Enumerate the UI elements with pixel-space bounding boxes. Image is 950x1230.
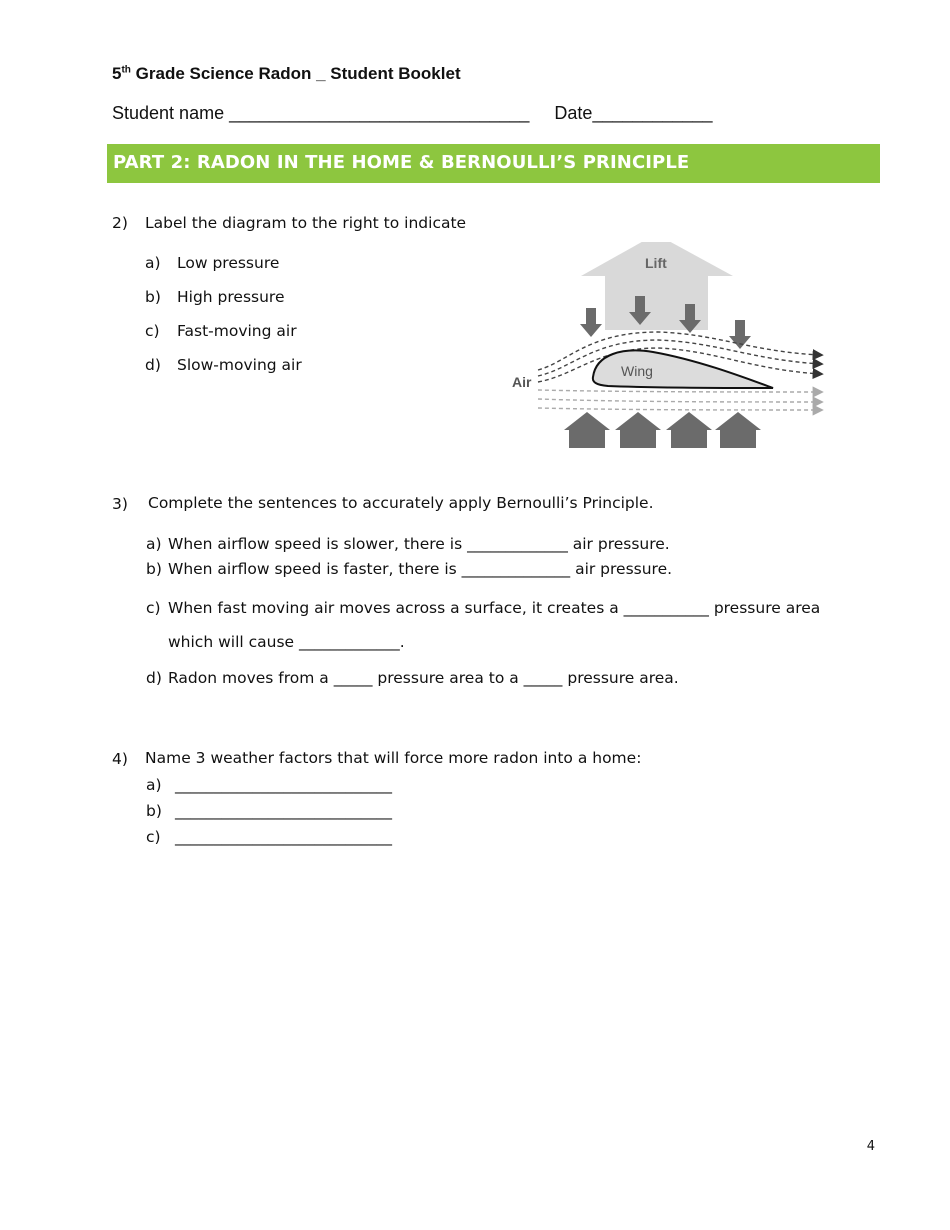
- down-arrow-icon: [729, 320, 751, 349]
- fill-in-sentence[interactable]: When fast moving air moves across a surface, it creates a ___________ pressure area: [168, 599, 821, 617]
- down-arrow-icon: [580, 308, 602, 337]
- question-prompt: Name 3 weather factors that will force more radon into a home:: [145, 749, 642, 767]
- wing-label: Wing: [621, 363, 653, 379]
- item-letter: a): [145, 254, 161, 272]
- question-number: 4): [112, 750, 128, 768]
- upward-arrows: [564, 412, 761, 448]
- item-letter: b): [146, 802, 162, 820]
- answer-blank[interactable]: ____________________________: [175, 802, 392, 820]
- item-text: Fast-moving air: [177, 322, 297, 340]
- item-letter: c): [146, 599, 161, 617]
- answer-blank[interactable]: ____________________________: [175, 828, 392, 846]
- item-text: Slow-moving air: [177, 356, 302, 374]
- up-arrow-icon: [666, 412, 712, 448]
- up-arrow-icon: [615, 412, 661, 448]
- lift-label: Lift: [645, 255, 667, 271]
- wing-shape: [593, 350, 773, 388]
- section-banner: [107, 144, 880, 183]
- date-field[interactable]: Date____________: [554, 103, 713, 123]
- item-letter: c): [145, 322, 160, 340]
- up-arrow-icon: [564, 412, 610, 448]
- answer-blank[interactable]: ____________________________: [175, 776, 392, 794]
- item-letter: d): [145, 356, 161, 374]
- fill-in-sentence[interactable]: When airflow speed is slower, there is _____________ air pressure.: [168, 535, 670, 553]
- item-letter: c): [146, 828, 161, 846]
- item-letter: a): [146, 535, 162, 553]
- booklet-title: 5th Grade Science Radon _ Student Booklet: [112, 64, 461, 83]
- up-arrow-icon: [715, 412, 761, 448]
- question-prompt: Complete the sentences to accurately apply Bernoulli’s Principle.: [148, 494, 654, 512]
- item-letter: a): [146, 776, 162, 794]
- fill-in-sentence[interactable]: When airflow speed is faster, there is ______________ air pressure.: [168, 560, 673, 578]
- item-text: High pressure: [177, 288, 285, 306]
- item-letter: b): [146, 560, 162, 578]
- item-text: Low pressure: [177, 254, 280, 272]
- fill-in-sentence[interactable]: Radon moves from a _____ pressure area to a _____ pressure area.: [168, 669, 679, 687]
- page-number: 4: [866, 1139, 875, 1154]
- student-name-line: [112, 103, 713, 124]
- item-letter: d): [146, 669, 162, 687]
- question-number: 3): [112, 495, 128, 513]
- student-name-field[interactable]: Student name ______________________________: [112, 103, 530, 123]
- question-number: 2): [112, 214, 128, 232]
- fill-in-sentence-continued[interactable]: which will cause _____________.: [168, 633, 405, 651]
- question-prompt: Label the diagram to the right to indicate: [145, 214, 467, 232]
- item-letter: b): [145, 288, 161, 306]
- air-label: Air: [512, 374, 532, 390]
- section-title: PART 2: RADON IN THE HOME & BERNOULLI’S PRINCIPLE: [113, 152, 690, 173]
- wing-lift-diagram: [508, 242, 828, 448]
